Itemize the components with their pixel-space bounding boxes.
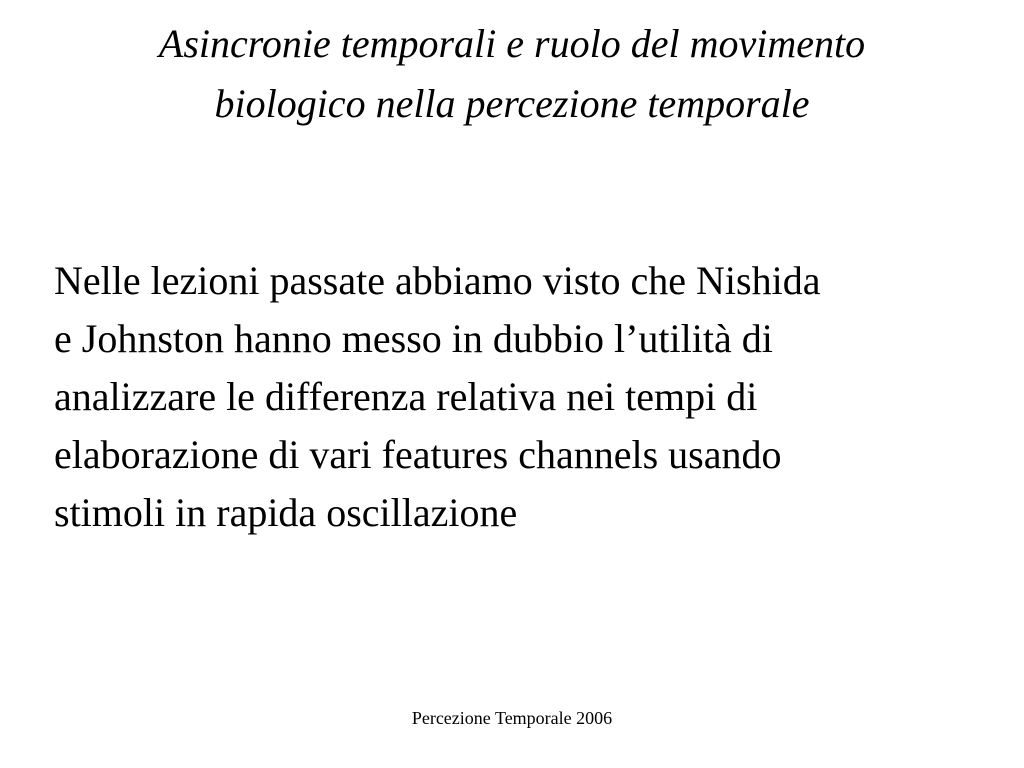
slide-body-text bbox=[54, 252, 1004, 542]
slide-title-line: Asincronie temporali e ruolo del movimento bbox=[158, 21, 866, 66]
body-text-line: analizzare le differenza relativa nei tempi di bbox=[54, 374, 758, 419]
body-text-line: stimoli in rapida oscillazione bbox=[54, 490, 518, 535]
slide-title bbox=[20, 14, 1004, 134]
slide-title-line: biologico nella percezione temporale bbox=[214, 81, 810, 126]
body-text-line: elaborazione di vari features channels usando bbox=[54, 432, 782, 477]
body-text-line: e Johnston hanno messo in dubbio l’utilità di bbox=[54, 316, 773, 361]
body-text-line: Nelle lezioni passate abbiamo visto che Nishida bbox=[54, 258, 821, 303]
slide-footer: Percezione Temporale 2006 bbox=[411, 708, 613, 728]
